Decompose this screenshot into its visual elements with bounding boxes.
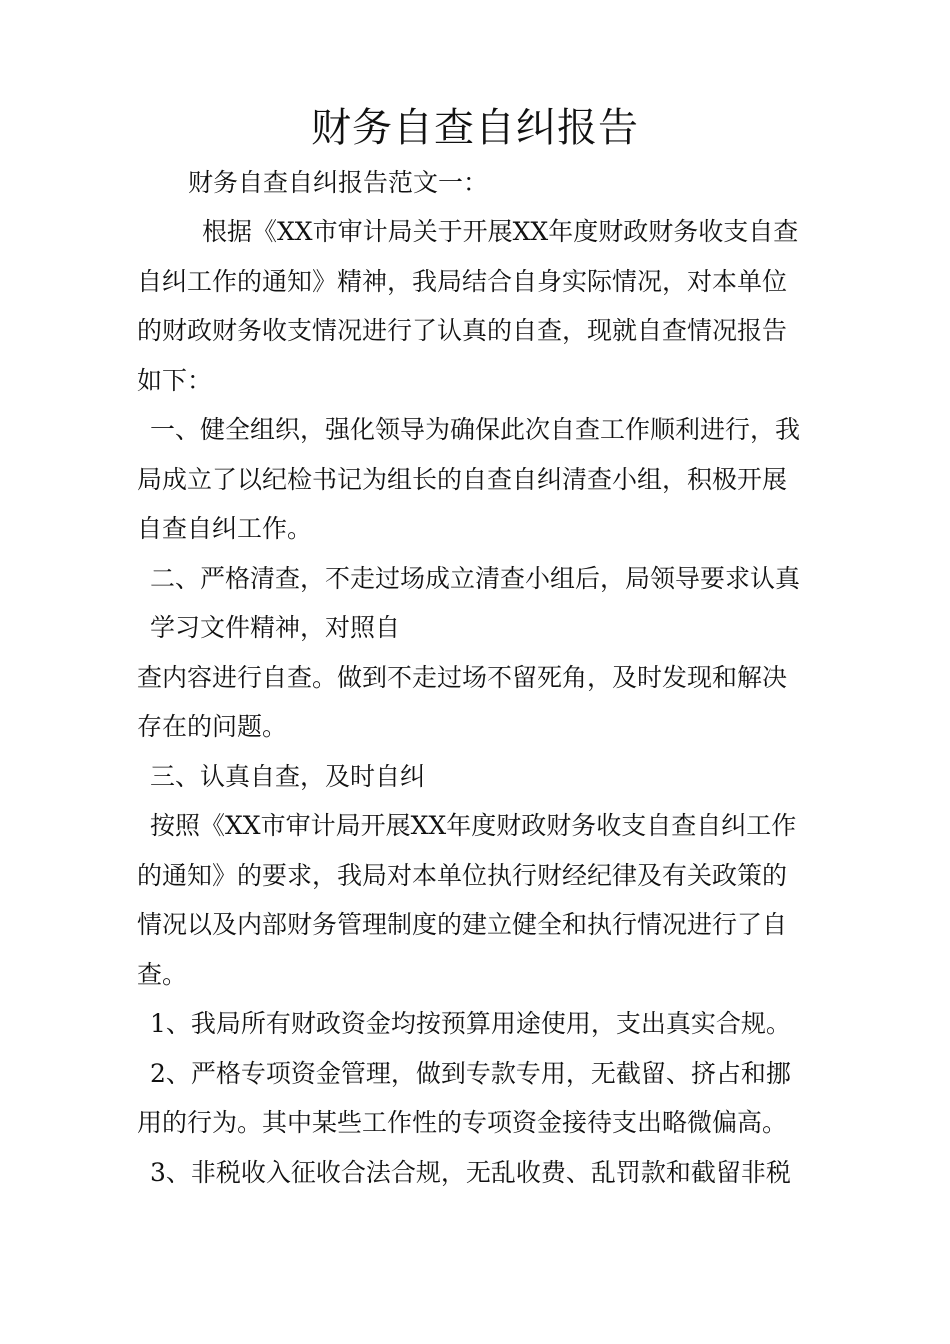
paragraph-line: 自查自纠工作。: [137, 514, 313, 543]
paragraph-line: 存在的问题。: [137, 712, 288, 741]
paragraph-line: 1、我局所有财政资金均按预算用途使用，支出真实合规。: [150, 1009, 791, 1038]
paragraph-line: 一、健全组织，强化领导为确保此次自查工作顺利进行，我: [150, 415, 801, 444]
paragraph-line: 查。: [137, 960, 188, 989]
paragraph-line: 三、认真自查，及时自纠: [150, 762, 426, 791]
paragraph-line: 3、非税收入征收合法合规，无乱收费、乱罚款和截留非税: [150, 1158, 791, 1187]
paragraph-line: 局成立了以纪检书记为组长的自查自纠清查小组，积极开展: [137, 465, 788, 494]
paragraph-line: 情况以及内部财务管理制度的建立健全和执行情况进行了自: [137, 910, 788, 939]
paragraph-line: 的通知》的要求，我局对本单位执行财经纪律及有关政策的: [137, 861, 788, 890]
paragraph-line: 查内容进行自查。做到不走过场不留死角，及时发现和解决: [137, 663, 788, 692]
paragraph-line: 根据《XX市审计局关于开展XX年度财政财务收支自查: [202, 217, 799, 246]
paragraph-line: 2、严格专项资金管理，做到专款专用，无截留、挤占和挪: [150, 1059, 791, 1088]
document-title: 财务自查自纠报告: [311, 105, 639, 151]
paragraph-line: 学习文件精神，对照自: [150, 613, 401, 642]
paragraph-line: 的财政财务收支情况进行了认真的自查，现就自查情况报告: [137, 316, 788, 345]
paragraph-line: 自纠工作的通知》精神，我局结合自身实际情况，对本单位: [137, 267, 788, 296]
paragraph-line: 按照《XX市审计局开展XX年度财政财务收支自查自纠工作: [150, 811, 797, 840]
paragraph-line: 用的行为。其中某些工作性的专项资金接待支出略微偏高。: [137, 1108, 788, 1137]
paragraph-line: 如下：: [137, 366, 213, 395]
paragraph-line: 财务自查自纠报告范文一：: [188, 168, 489, 197]
paragraph-line: 二、严格清查，不走过场成立清查小组后，局领导要求认真: [150, 564, 801, 593]
